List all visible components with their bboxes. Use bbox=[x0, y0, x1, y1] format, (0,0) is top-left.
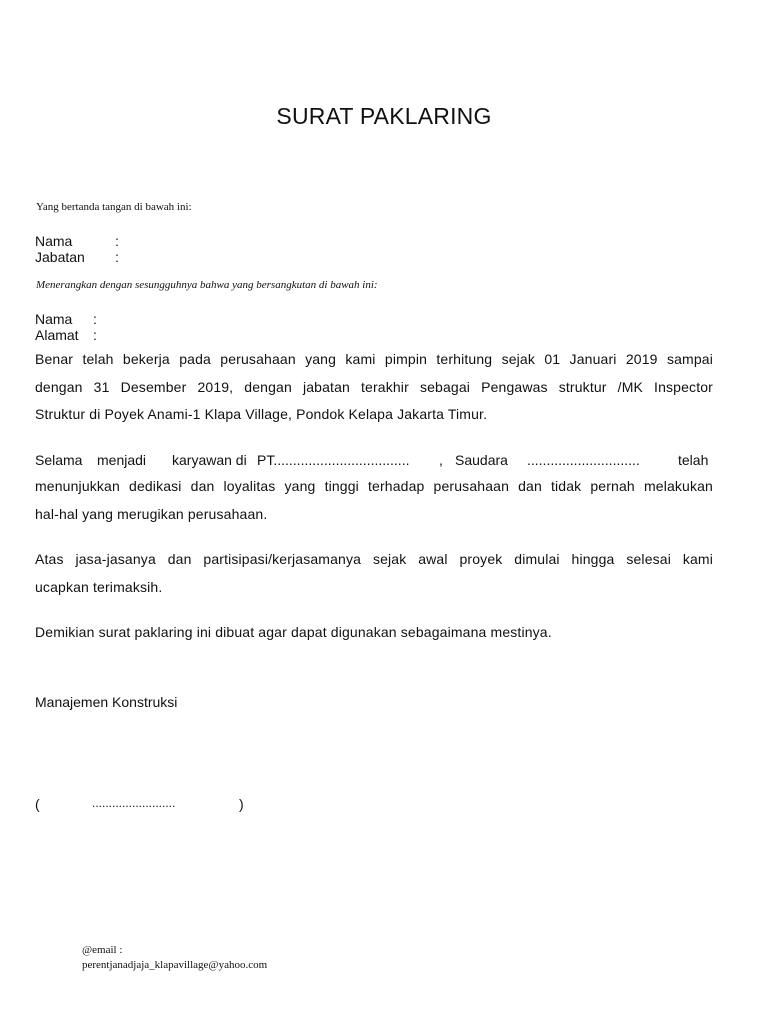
subject-name-field bbox=[35, 311, 97, 327]
dedication-word-menjadi: menjadi bbox=[97, 452, 147, 468]
employment-line-2: dengan 31 Desember 2019, dengan jabatan terakhir sebagai Pengawas struktur /MK Inspector bbox=[35, 378, 713, 395]
dedication-first-line bbox=[35, 452, 713, 472]
subject-address-field bbox=[35, 327, 97, 343]
signer-position-label: Jabatan bbox=[35, 249, 85, 265]
signer-position-field bbox=[35, 249, 119, 265]
employment-line-1: Benar telah bekerja pada perusahaan yang kami pimpin terhitung sejak 01 Januari 2019 sampai bbox=[35, 351, 713, 367]
dedication-line-2: menunjukkan dedikasi dan loyalitas yang tinggi terhadap perusahaan dan tidak pernah melakukan bbox=[35, 478, 713, 494]
signature-name-placeholder: ......................... bbox=[92, 796, 176, 810]
signer-position-colon: : bbox=[115, 249, 119, 265]
signer-name-label: Nama bbox=[35, 233, 73, 249]
company-placeholder: PT................................... bbox=[257, 452, 410, 468]
dedication-word-selama: Selama bbox=[35, 452, 83, 468]
dedication-word-karyawan: karyawan di bbox=[172, 452, 247, 468]
employment-line-3: Struktur di Poyek Anami-1 Klapa Village, Pondok Kelapa Jakarta Timur. bbox=[35, 406, 488, 422]
dedication-word-saudara: Saudara bbox=[455, 452, 508, 468]
closing-paragraph bbox=[35, 619, 713, 647]
subject-address-colon: : bbox=[93, 327, 97, 343]
employee-name-placeholder: ............................. bbox=[527, 452, 640, 468]
dedication-word-telah: telah bbox=[678, 452, 709, 468]
gratitude-line-2: ucapkan terimaksih. bbox=[35, 578, 163, 595]
employment-paragraph bbox=[35, 346, 713, 429]
subject-name-label: Nama bbox=[35, 311, 73, 327]
subject-address-label: Alamat bbox=[35, 327, 79, 343]
signature-open-paren: ( bbox=[35, 796, 40, 812]
signer-name-field bbox=[35, 233, 119, 249]
letter-title: SURAT PAKLARING bbox=[276, 103, 492, 129]
subject-intro: Menerangkan dengan sesungguhnya bahwa yang bersangkutan di bawah ini: bbox=[36, 279, 378, 291]
signer-name-colon: : bbox=[115, 233, 119, 249]
email-address: perentjanadjaja_klapavillage@yahoo.com bbox=[82, 959, 268, 971]
closing-line: Demikian surat paklaring ini dibuat agar dapat digunakan sebagaimana mestinya. bbox=[35, 624, 552, 640]
subject-name-colon: : bbox=[93, 311, 97, 327]
dedication-line-3: hal-hal yang merugikan perusahaan. bbox=[35, 505, 268, 522]
email-label: @email : bbox=[82, 944, 123, 956]
dedication-paragraph bbox=[35, 473, 713, 528]
dedication-comma: , bbox=[439, 452, 443, 468]
gratitude-paragraph bbox=[35, 546, 713, 601]
signature-organization: Manajemen Konstruksi bbox=[35, 694, 178, 710]
gratitude-line-1: Atas jasa-jasanya dan partisipasi/kerjasamanya sejak awal proyek dimulai hingga selesai kami bbox=[35, 551, 713, 567]
signer-intro: Yang bertanda tangan di bawah ini: bbox=[36, 201, 192, 213]
signature-close-paren: ) bbox=[239, 796, 244, 812]
